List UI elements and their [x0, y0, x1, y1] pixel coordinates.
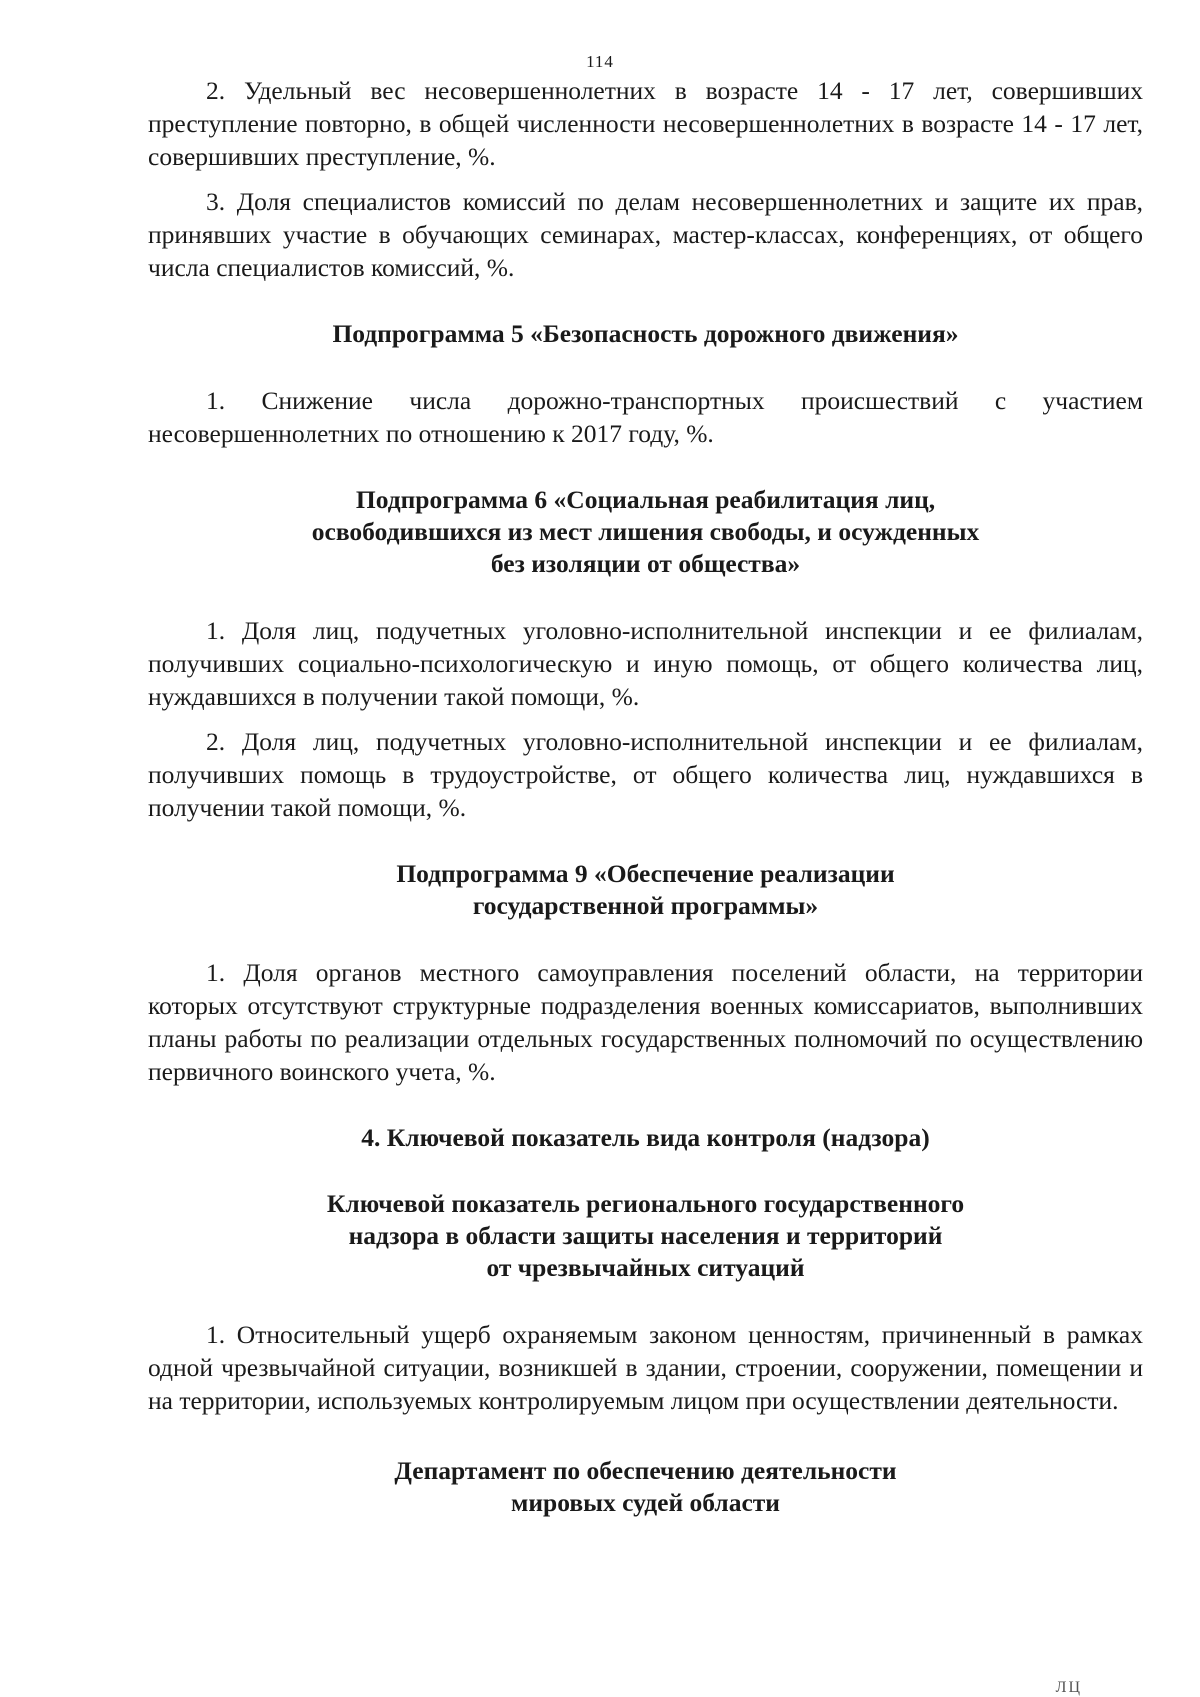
subprogram-5-heading: Подпрограмма 5 «Безопасность дорожного движения»: [332, 319, 959, 348]
heading-line: государственной программы»: [472, 891, 819, 920]
indicator-paragraph: 1. Доля органов местного самоуправления поселений области, на территории которых отсутствуют структурные подразделения военных комиссариатов, выполнивших планы работы по реализации отдельных государственных полномочий по осуществлению первичного воинского учета, %.: [148, 958, 1143, 1086]
indicator-paragraph: 1. Относительный ущерб охраняемым законом ценностям, причиненный в рамках одной чрезвычайной ситуации, возникшей в здании, строении, сооружении, помещении и на территории, используемых контролируемым лицом при осуществлении деятельности.: [148, 1320, 1143, 1415]
corner-mark: ЛЦ: [1055, 1679, 1082, 1696]
page-number: 114: [586, 52, 614, 71]
indicator-paragraph: 3. Доля специалистов комиссий по делам несовершеннолетних и защите их прав, принявших участие в обучающих семинарах, мастер-классах, конференциях, от общего числа специалистов комиссий, %.: [148, 187, 1143, 282]
heading-line: Подпрограмма 6 «Социальная реабилитация лиц,: [355, 485, 936, 514]
heading-line: надзора в области защиты населения и территорий: [348, 1221, 943, 1250]
indicator-paragraph: 1. Доля лиц, подучетных уголовно-исполнительной инспекции и ее филиалам, получивших социально-психологическую и иную помощь, от общего количества лиц, нуждавшихся в получении такой помощи, %.: [148, 616, 1143, 711]
subprogram-9-heading: [148, 858, 1143, 922]
heading-line: без изоляции от общества»: [490, 549, 801, 578]
indicator-paragraph: 2. Удельный вес несовершеннолетних в возрасте 14 - 17 лет, совершивших преступление повторно, в общей численности несовершеннолетних в возрасте 14 - 17 лет, совершивших преступление, %.: [148, 76, 1143, 171]
heading-line: Департамент по обеспечению деятельности: [394, 1456, 897, 1485]
subprogram-6-heading: [148, 484, 1143, 580]
department-heading: [148, 1455, 1143, 1519]
heading-line: от чрезвычайных ситуаций: [486, 1253, 805, 1282]
heading-line: освободившихся из мест лишения свободы, и осужденных: [311, 517, 980, 546]
document-body: [148, 74, 1143, 1519]
heading-line: Подпрограмма 9 «Обеспечение реализации: [396, 859, 895, 888]
heading-line: мировых судей области: [510, 1488, 781, 1517]
indicator-paragraph: 1. Снижение числа дорожно-транспортных происшествий с участием несовершеннолетних по отношению к 2017 году, %.: [148, 386, 1143, 448]
indicator-paragraph: 2. Доля лиц, подучетных уголовно-исполнительной инспекции и ее филиалам, получивших помощь в трудоустройстве, от общего количества лиц, нуждавшихся в получении такой помощи, %.: [148, 727, 1143, 822]
heading-line: Ключевой показатель регионального государственного: [326, 1189, 965, 1218]
key-indicator-heading: [148, 1188, 1143, 1284]
section-4-heading: 4. Ключевой показатель вида контроля (надзора): [361, 1123, 930, 1152]
